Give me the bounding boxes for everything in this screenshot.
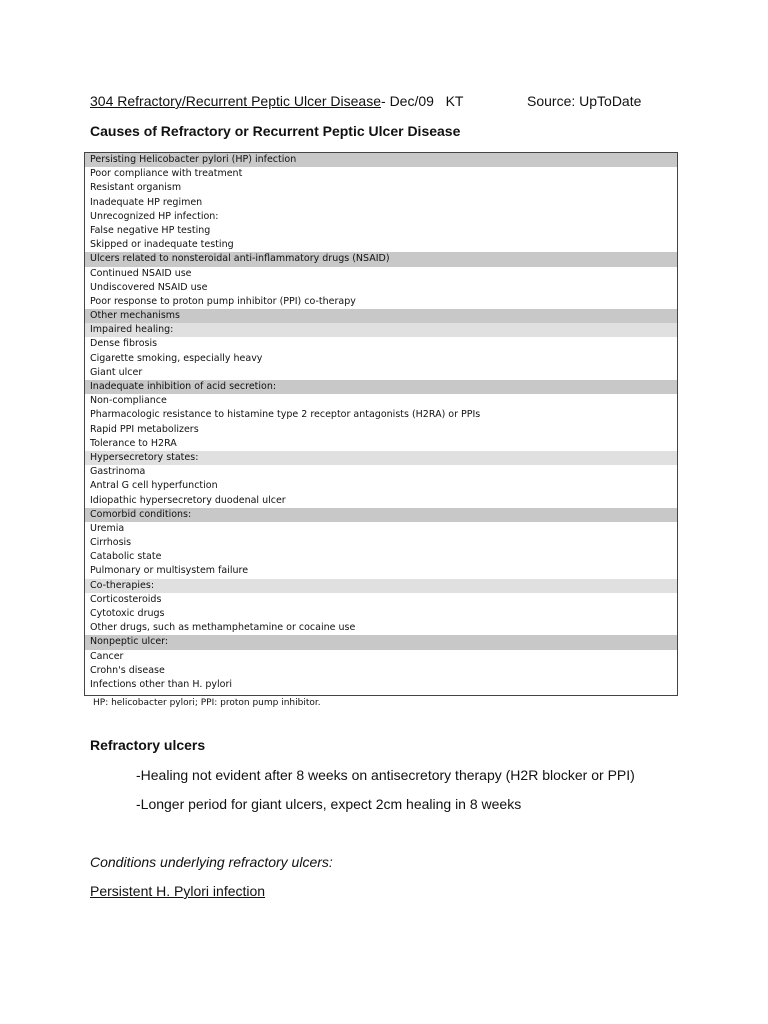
document-title: 304 Refractory/Recurrent Peptic Ulcer Disease bbox=[90, 93, 382, 109]
table-row: Cancer bbox=[90, 650, 124, 662]
table-row: Co-therapies: bbox=[85, 579, 677, 593]
document-header bbox=[90, 92, 690, 110]
table-row: Comorbid conditions: bbox=[85, 508, 677, 522]
table-row: Giant ulcer bbox=[90, 366, 143, 378]
table-row: Other drugs, such as methamphetamine or cocaine use bbox=[90, 622, 356, 634]
table-row: Idiopathic hypersecretory duodenal ulcer bbox=[90, 494, 286, 506]
table-row: Poor response to proton pump inhibitor (PPI) co-therapy bbox=[90, 295, 356, 307]
table-row: Infections other than H. pylori bbox=[90, 678, 233, 690]
table-row: Corticosteroids bbox=[90, 593, 162, 605]
document-date-author: - Dec/09 KT bbox=[381, 93, 464, 109]
table-title: Causes of Refractory or Recurrent Peptic Ulcer Disease bbox=[90, 123, 461, 139]
table-row: Cigarette smoking, especially heavy bbox=[90, 352, 263, 364]
table-row: Non-compliance bbox=[90, 395, 167, 407]
table-row: Tolerance to H2RA bbox=[90, 437, 177, 449]
table-row: Persisting Helicobacter pylori (HP) infection bbox=[85, 153, 677, 167]
table-row: Impaired healing: bbox=[85, 323, 677, 337]
refractory-point: -Longer period for giant ulcers, expect 2cm healing in 8 weeks bbox=[136, 796, 522, 812]
table-row: Antral G cell hyperfunction bbox=[90, 480, 218, 492]
table-row: Pharmacologic resistance to histamine type 2 receptor antagonists (H2RA) or PPIs bbox=[90, 409, 481, 421]
refractory-heading: Refractory ulcers bbox=[90, 737, 206, 753]
refractory-point: -Healing not evident after 8 weeks on antisecretory therapy (H2R blocker or PPI) bbox=[136, 767, 635, 783]
causes-table bbox=[84, 152, 678, 696]
conditions-heading: Conditions underlying refractory ulcers: bbox=[90, 854, 333, 870]
table-row: Uremia bbox=[90, 522, 125, 534]
table-row: Unrecognized HP infection: bbox=[90, 210, 219, 222]
table-row: Resistant organism bbox=[90, 182, 182, 194]
table-row: Undiscovered NSAID use bbox=[90, 281, 208, 293]
table-row: Poor compliance with treatment bbox=[90, 168, 243, 180]
table-row: Gastrinoma bbox=[90, 466, 146, 478]
table-row: Pulmonary or multisystem failure bbox=[90, 565, 249, 577]
table-row: Inadequate HP regimen bbox=[90, 196, 203, 208]
table-row: Skipped or inadequate testing bbox=[90, 239, 234, 251]
table-footnote: HP: helicobacter pylori; PPI: proton pump inhibitor. bbox=[93, 698, 321, 708]
table-row: Crohn's disease bbox=[90, 664, 165, 676]
table-row: Ulcers related to nonsteroidal anti-inflammatory drugs (NSAID) bbox=[85, 252, 677, 266]
table-row: Hypersecretory states: bbox=[85, 451, 677, 465]
table-row: Inadequate inhibition of acid secretion: bbox=[85, 380, 677, 394]
table-row: Catabolic state bbox=[90, 551, 162, 563]
table-row: Continued NSAID use bbox=[90, 267, 192, 279]
table-row: Cytotoxic drugs bbox=[90, 608, 165, 619]
table-row: Nonpeptic ulcer: bbox=[85, 635, 677, 649]
table-row: Dense fibrosis bbox=[90, 338, 158, 350]
document-source: Source: UpToDate bbox=[527, 93, 642, 109]
persistent-hp-subheading: Persistent H. Pylori infection bbox=[90, 883, 266, 899]
table-row: Rapid PPI metabolizers bbox=[90, 423, 199, 435]
table-row: Other mechanisms bbox=[85, 309, 677, 323]
table-row: False negative HP testing bbox=[90, 224, 211, 236]
table-row: Cirrhosis bbox=[90, 537, 132, 549]
